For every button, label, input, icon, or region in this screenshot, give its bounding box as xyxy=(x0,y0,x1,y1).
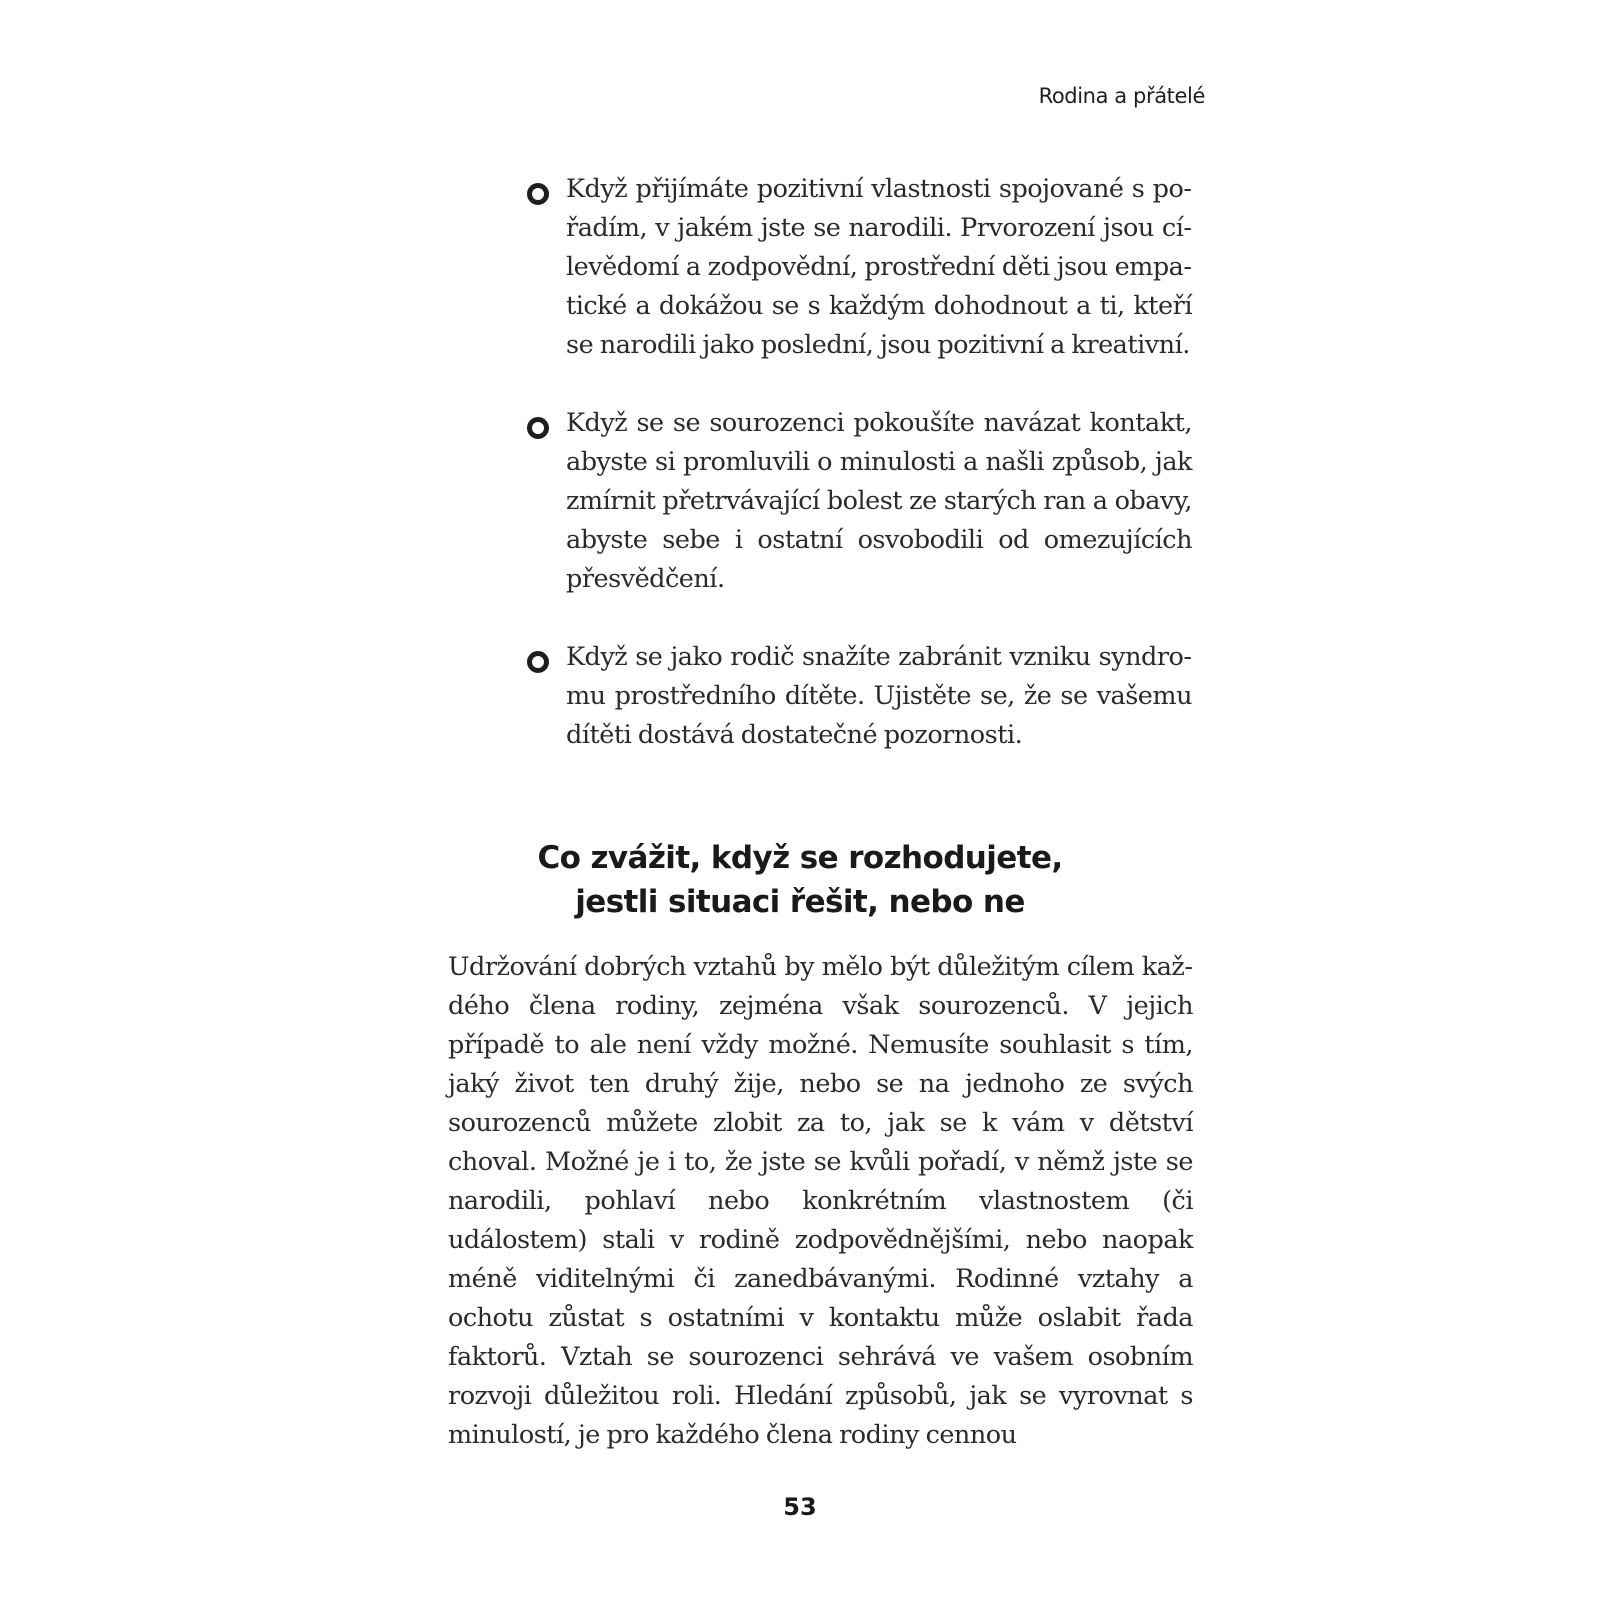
list-item xyxy=(527,170,1192,365)
ring-bullet-icon xyxy=(527,651,549,673)
bullet-list xyxy=(527,170,1192,794)
section-heading-line-2: jestli situaci řešit, nebo ne xyxy=(575,884,1025,920)
bullet-text: Když přijímáte pozitivní vlastnosti spojované s pořadím, v jakém jste se narodili. Prvorození jsou cílevědomí a zodpovědní, prostřední děti jsou empatické a dokážou se s každým dohodnout a ti, kteří se narodili jako poslední, jsou pozitivní a kreativní. xyxy=(566,174,1192,360)
ring-bullet-icon xyxy=(527,417,549,439)
bullet-text: Když se se sourozenci pokoušíte navázat kontakt, abyste si promluvili o minulosti a našli způsob, jak zmírnit přetrvávající bolest ze starých ran a obavy, abyste sebe i ostatní osvobodili od omezujících přesvědčení. xyxy=(566,408,1192,594)
body-paragraph: Udržování dobrých vztahů by mělo být důležitým cílem každého člena rodiny, zejména však sourozenců. V jejich případě to ale není vždy možné. Nemusíte souhlasit s tím, jaký život ten druhý žije, nebo se na jednoho ze svých sourozenců můžete zlobit za to, jak se k vám v dětství choval. Možné je i to, že jste se kvůli pořadí, v němž jste se narodili, pohlaví nebo konkrétním vlastnostem (či událostem) stali v rodině zodpovědnějšími, nebo naopak méně viditelnými či zanedbávanými. Rodinné vztahy a ochotu zůstat s ostatními v kontaktu může oslabit řada faktorů. Vztah se sourozenci sehrává ve vašem osobním rozvoji důležitou roli. Hledání způsobů, jak se vyrovnat s minulostí, je pro každého člena rodiny cennou xyxy=(448,952,1193,1450)
section-heading xyxy=(400,836,1200,924)
ring-bullet-icon xyxy=(527,183,549,205)
running-header-title: Rodina a přátelé xyxy=(1038,84,1205,108)
page-number: 53 xyxy=(783,1493,817,1521)
section-heading-line-1: Co zvážit, když se rozhodujete, xyxy=(537,840,1063,876)
list-item xyxy=(527,404,1192,599)
list-item xyxy=(527,638,1192,755)
bullet-text: Když se jako rodič snažíte zabránit vzniku syndromu prostředního dítěte. Ujistěte se, že se vašemu dítěti dostává dostatečné pozornosti. xyxy=(566,642,1192,750)
